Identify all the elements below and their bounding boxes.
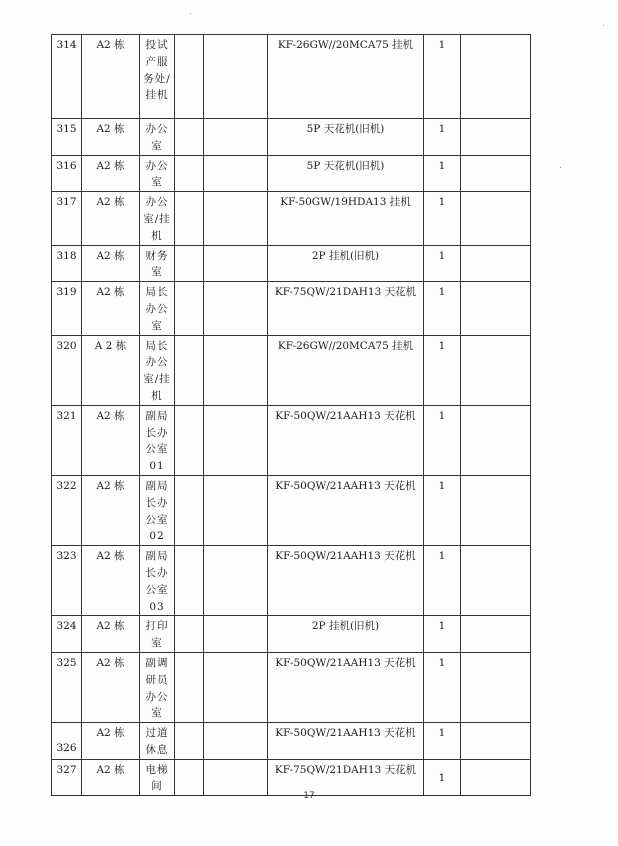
scan-speck (190, 13, 191, 14)
quantity-cell: 1 (424, 723, 461, 760)
building-cell: A2 栋 (82, 759, 140, 796)
table-row (52, 335, 531, 405)
empty-cell (175, 35, 204, 119)
empty-cell (204, 119, 268, 156)
building-cell: A2 栋 (82, 192, 140, 245)
building-cell: A2 栋 (82, 652, 140, 722)
room-cell: 副局长办公室01 (140, 405, 175, 475)
empty-cell (175, 119, 204, 156)
table-row (52, 155, 531, 192)
building-cell: A2 栋 (82, 405, 140, 475)
empty-cell (175, 282, 204, 335)
row-number: 326 (52, 723, 82, 760)
room-cell: 办公室 (140, 119, 175, 156)
row-number: 323 (52, 546, 82, 616)
quantity-cell: 1 (424, 245, 461, 282)
building-cell: A2 栋 (82, 616, 140, 653)
remarks-cell (461, 652, 531, 722)
table-row (52, 616, 531, 653)
empty-cell (204, 245, 268, 282)
table-row (52, 245, 531, 282)
empty-cell (175, 723, 204, 760)
empty-cell (175, 335, 204, 405)
remarks-cell (461, 35, 531, 119)
empty-cell (204, 282, 268, 335)
empty-cell (204, 652, 268, 722)
room-cell: 局长办公室 (140, 282, 175, 335)
row-number: 325 (52, 652, 82, 722)
remarks-cell (461, 546, 531, 616)
room-cell: 办公室 (140, 155, 175, 192)
empty-cell (204, 723, 268, 760)
scan-speck (603, 25, 604, 26)
room-cell: 办公室/挂机 (140, 192, 175, 245)
remarks-cell (461, 616, 531, 653)
empty-cell (204, 335, 268, 405)
empty-cell (175, 546, 204, 616)
remarks-cell (461, 723, 531, 760)
empty-cell (175, 405, 204, 475)
model-cell: 5P 天花机(旧机) (268, 155, 424, 192)
model-cell: KF-50QW/21AAH13 天花机 (268, 546, 424, 616)
remarks-cell (461, 335, 531, 405)
model-cell: KF-50GW/19HDA13 挂机 (268, 192, 424, 245)
row-number: 327 (52, 759, 82, 796)
empty-cell (175, 475, 204, 545)
row-number: 314 (52, 35, 82, 119)
remarks-cell (461, 245, 531, 282)
model-cell: KF-50QW/21AAH13 天花机 (268, 652, 424, 722)
table-row (52, 119, 531, 156)
remarks-cell (461, 405, 531, 475)
table-row (52, 35, 531, 119)
empty-cell (204, 616, 268, 653)
row-number: 322 (52, 475, 82, 545)
model-cell: KF-26GW//20MCA75 挂机 (268, 35, 424, 119)
table-row (52, 723, 531, 760)
model-cell: 5P 天花机(旧机) (268, 119, 424, 156)
model-cell: 2P 挂机(旧机) (268, 245, 424, 282)
building-cell: A2 栋 (82, 475, 140, 545)
room-cell: 副局长办公室02 (140, 475, 175, 545)
quantity-cell: 1 (424, 616, 461, 653)
table-row (52, 405, 531, 475)
model-cell: KF-26GW//20MCA75 挂机 (268, 335, 424, 405)
quantity-cell: 1 (424, 335, 461, 405)
room-cell: 投试产服务处/挂机 (140, 35, 175, 119)
row-number: 321 (52, 405, 82, 475)
model-cell: KF-75QW/21DAH13 天花机 (268, 759, 424, 796)
remarks-cell (461, 475, 531, 545)
remarks-cell (461, 119, 531, 156)
row-number: 315 (52, 119, 82, 156)
quantity-cell: 1 (424, 192, 461, 245)
quantity-cell: 1 (424, 35, 461, 119)
quantity-cell: 1 (424, 652, 461, 722)
building-cell: A2 栋 (82, 723, 140, 760)
quantity-cell: 1 (424, 475, 461, 545)
model-cell: KF-50QW/21AAH13 天花机 (268, 475, 424, 545)
model-cell: KF-75QW/21DAH13 天花机 (268, 282, 424, 335)
model-cell: KF-50QW/21AAH13 天花机 (268, 405, 424, 475)
scan-speck (560, 167, 561, 168)
building-cell: A 2 栋 (82, 335, 140, 405)
remarks-cell (461, 282, 531, 335)
empty-cell (204, 546, 268, 616)
table-row (52, 282, 531, 335)
empty-cell (204, 35, 268, 119)
table-row (52, 546, 531, 616)
room-cell: 局长办公室/挂机 (140, 335, 175, 405)
quantity-cell: 1 (424, 759, 461, 796)
room-cell: 过道休息 (140, 723, 175, 760)
row-number: 318 (52, 245, 82, 282)
building-cell: A2 栋 (82, 119, 140, 156)
empty-cell (204, 192, 268, 245)
building-cell: A2 栋 (82, 245, 140, 282)
quantity-cell: 1 (424, 405, 461, 475)
room-cell: 打印室 (140, 616, 175, 653)
room-cell: 副调研员办公室 (140, 652, 175, 722)
remarks-cell (461, 192, 531, 245)
quantity-cell: 1 (424, 155, 461, 192)
model-cell: 2P 挂机(旧机) (268, 616, 424, 653)
quantity-cell: 1 (424, 546, 461, 616)
table-row (52, 192, 531, 245)
row-number: 324 (52, 616, 82, 653)
empty-cell (204, 155, 268, 192)
row-number: 319 (52, 282, 82, 335)
room-cell: 副局长办公室03 (140, 546, 175, 616)
remarks-cell (461, 155, 531, 192)
building-cell: A2 栋 (82, 35, 140, 119)
row-number: 320 (52, 335, 82, 405)
quantity-cell: 1 (424, 282, 461, 335)
empty-cell (175, 245, 204, 282)
page-number: 17 (303, 791, 315, 801)
empty-cell (175, 192, 204, 245)
quantity-cell: 1 (424, 119, 461, 156)
building-cell: A2 栋 (82, 155, 140, 192)
equipment-table (51, 34, 531, 796)
row-number: 317 (52, 192, 82, 245)
building-cell: A2 栋 (82, 546, 140, 616)
model-cell: KF-50QW/21AAH13 天花机 (268, 723, 424, 760)
table-row (52, 652, 531, 722)
row-number: 316 (52, 155, 82, 192)
building-cell: A2 栋 (82, 282, 140, 335)
room-cell: 电梯间 (140, 759, 175, 796)
empty-cell (175, 652, 204, 722)
table-row (52, 475, 531, 545)
room-cell: 财务室 (140, 245, 175, 282)
empty-cell (175, 616, 204, 653)
empty-cell (204, 475, 268, 545)
empty-cell (175, 155, 204, 192)
empty-cell (204, 405, 268, 475)
